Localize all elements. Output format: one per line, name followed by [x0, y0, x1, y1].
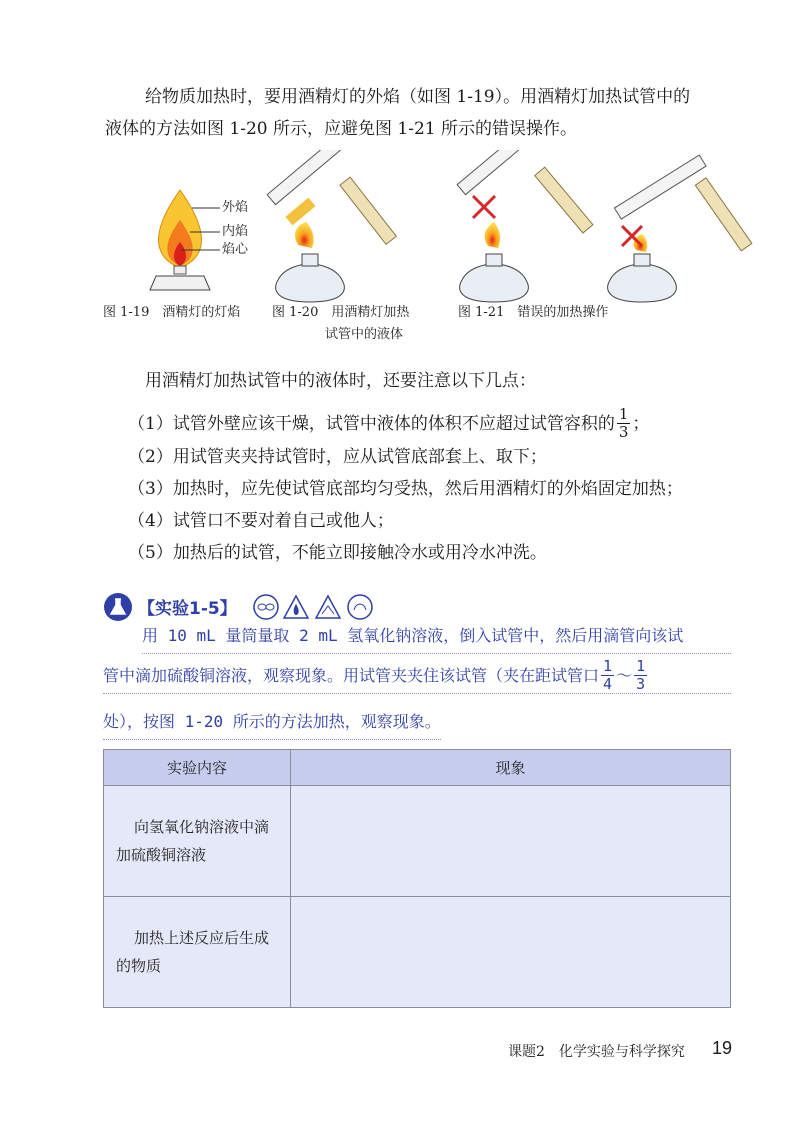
label-flame-core: 焰心 [222, 242, 249, 257]
fire-warning-icon [284, 596, 308, 618]
cell-text-line-2: 的物质 [116, 957, 162, 975]
table-row [104, 786, 731, 897]
note-item-1-end: ； [632, 413, 650, 434]
experiment-fraction-b [634, 658, 647, 693]
fig21-wrong-operation-2 [608, 155, 752, 302]
cell-text-line-1: 向氢氧化钠溶液中滴 [134, 818, 270, 836]
fraction-numerator: 1 [603, 657, 613, 675]
fig19-caption: 图 1-19 酒精灯的灯焰 [103, 305, 241, 320]
cell-text-line-1: 加热上述反应后生成 [134, 929, 270, 947]
note-item-3: （3）加热时，应先使试管底部均匀受热，然后用酒精灯的外焰固定加热； [128, 479, 683, 499]
fig21-wrong-operation-1 [457, 150, 593, 302]
table-header-row [104, 750, 731, 786]
fig20-caption-line-2: 试管中的液体 [325, 327, 404, 342]
experiment-fraction-a [601, 658, 614, 693]
fraction-numerator: 1 [618, 405, 629, 423]
table-cell-content [104, 897, 291, 1008]
experiment-line-3: 处），按图 1-20 所示的方法加热，观察现象。 [103, 705, 441, 740]
notes-lead: 用酒精灯加热试管中的液体时，还要注意以下几点： [145, 371, 536, 391]
table-cell-phenomenon[interactable] [291, 897, 731, 1008]
corrosive-warning-icon [316, 596, 340, 618]
page-number: 19 [712, 1038, 733, 1058]
label-inner-flame: 内焰 [222, 224, 249, 239]
intro-line-2: 液体的方法如图 1-20 所示，应避免图 1-21 所示的错误操作。 [105, 119, 577, 139]
note-item-1-text: （1）试管外壁应该干燥，试管中液体的体积不应超过试管容积的 [128, 413, 615, 434]
fraction-denominator: 4 [603, 675, 613, 693]
note-item-5: （5）加热后的试管，不能立即接触冷水或用冷水冲洗。 [128, 543, 547, 563]
note-item-1 [128, 406, 649, 441]
table-row [104, 897, 731, 1008]
table-cell-phenomenon[interactable] [291, 786, 731, 897]
safety-icons [252, 592, 376, 622]
fig20-correct-heating [267, 150, 396, 302]
fig20-caption-line-1: 图 1-20 用酒精灯加热 [272, 305, 410, 320]
chapter-title: 课题2 化学实验与科学探究 [508, 1044, 685, 1060]
fraction-denominator: 3 [636, 675, 646, 693]
experiment-table [103, 749, 731, 1008]
experiment-line-1: 用 10 mL 量筒量取 2 mL 氢氧化钠溶液，倒入试管中，然后用滴管向该试 [142, 619, 731, 654]
fraction-denominator: 3 [618, 423, 629, 441]
label-outer-flame: 外焰 [222, 200, 249, 215]
figure-illustrations [100, 150, 760, 310]
fig19-lamp-flame [150, 190, 220, 290]
experiment-title: 【实验1-5】 [138, 599, 237, 619]
experiment-line-2 [103, 658, 731, 694]
table-header-phenomenon: 现象 [291, 750, 731, 786]
table-header-content: 实验内容 [104, 750, 291, 786]
fraction-numerator: 1 [636, 657, 646, 675]
experiment-line-2-text: 管中滴加硫酸铜溶液，观察现象。用试管夹夹住该试管（夹在距试管口 [103, 665, 600, 685]
experiment-tilde: ～ [616, 665, 633, 685]
note-item-1-fraction [617, 406, 631, 441]
fig21-caption: 图 1-21 错误的加热操作 [458, 305, 609, 320]
flask-icon [103, 592, 133, 622]
table-cell-content [104, 786, 291, 897]
cell-text-line-2: 加硫酸铜溶液 [116, 846, 207, 864]
goggles-icon [254, 595, 278, 619]
note-item-4: （4）试管口不要对着自己或他人； [128, 511, 394, 531]
intro-line-1: 给物质加热时，要用酒精灯的外焰（如图 1-19）。用酒精灯加热试管中的 [145, 87, 691, 107]
note-item-2: （2）用试管夹夹持试管时，应从试管底部套上、取下； [128, 447, 547, 467]
wash-hands-icon [348, 595, 372, 619]
